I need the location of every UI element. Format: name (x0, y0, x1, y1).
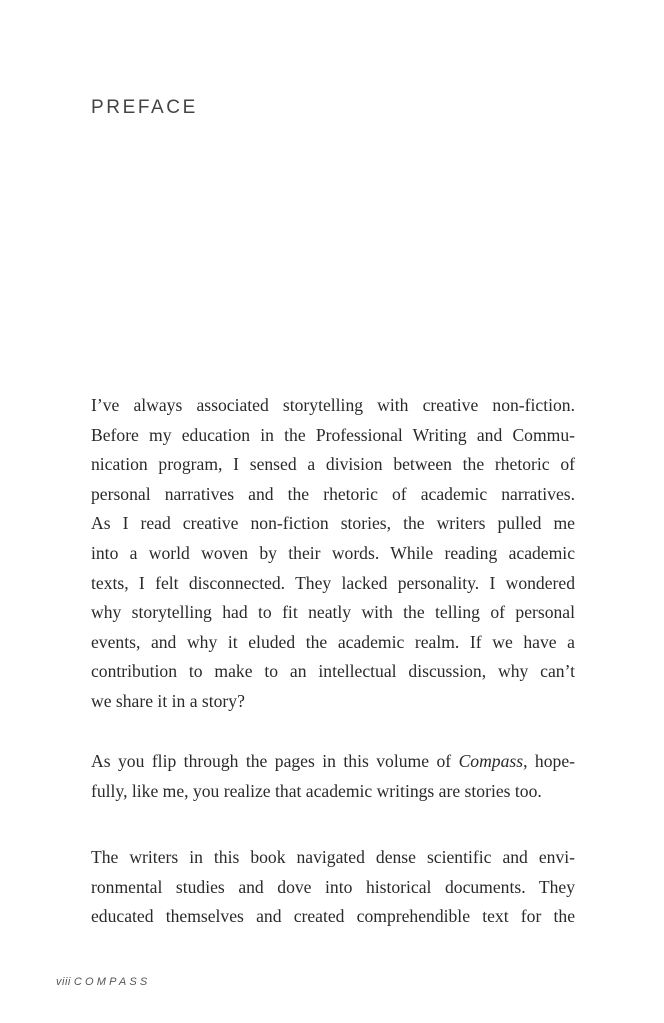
paragraph-3 (91, 843, 575, 932)
paragraph-1 (91, 391, 575, 717)
text-line: fully, like me, you realize that academic writings are stories too. (91, 780, 542, 801)
text-line: educated themselves and created comprehendible text for the (91, 906, 575, 927)
text-line: I’ve always associated storytelling with creative non-fiction. (91, 395, 575, 415)
page-footer (56, 974, 150, 990)
running-head: COMPASS (73, 976, 151, 988)
text-line: As I read creative non-fiction stories, the writers pulled me (91, 513, 575, 534)
text-line: Before my education in the Professional Writing and Commu- (91, 424, 575, 445)
text-line: contribution to make to an intellectual discussion, why can’t (91, 661, 575, 682)
paragraph-2 (91, 747, 575, 806)
text-run: , hope- (523, 751, 575, 771)
text-run: As you flip through the pages in this volume of (91, 751, 459, 771)
text-line (91, 747, 575, 777)
text-line: why storytelling had to fit neatly with the telling of personal (91, 602, 575, 623)
text-line: The writers in this book navigated dense scientific and envi- (91, 847, 575, 867)
text-line: events, and why it eluded the academic realm. If we have a (91, 631, 575, 652)
text-line: personal narratives and the rhetoric of academic narratives. (91, 483, 575, 504)
text-line: texts, I felt disconnected. They lacked personality. I wondered (91, 572, 575, 593)
text-line: we share it in a story? (91, 690, 245, 711)
publication-title: Compass (458, 751, 524, 771)
section-heading: PREFACE (91, 97, 198, 118)
text-line: into a world woven by their words. While reading academic (91, 542, 575, 563)
text-line: nication program, I sensed a division between the rhetoric of (91, 454, 575, 475)
text-line: ronmental studies and dove into historical documents. They (91, 876, 575, 897)
page-number: viii (56, 976, 71, 988)
